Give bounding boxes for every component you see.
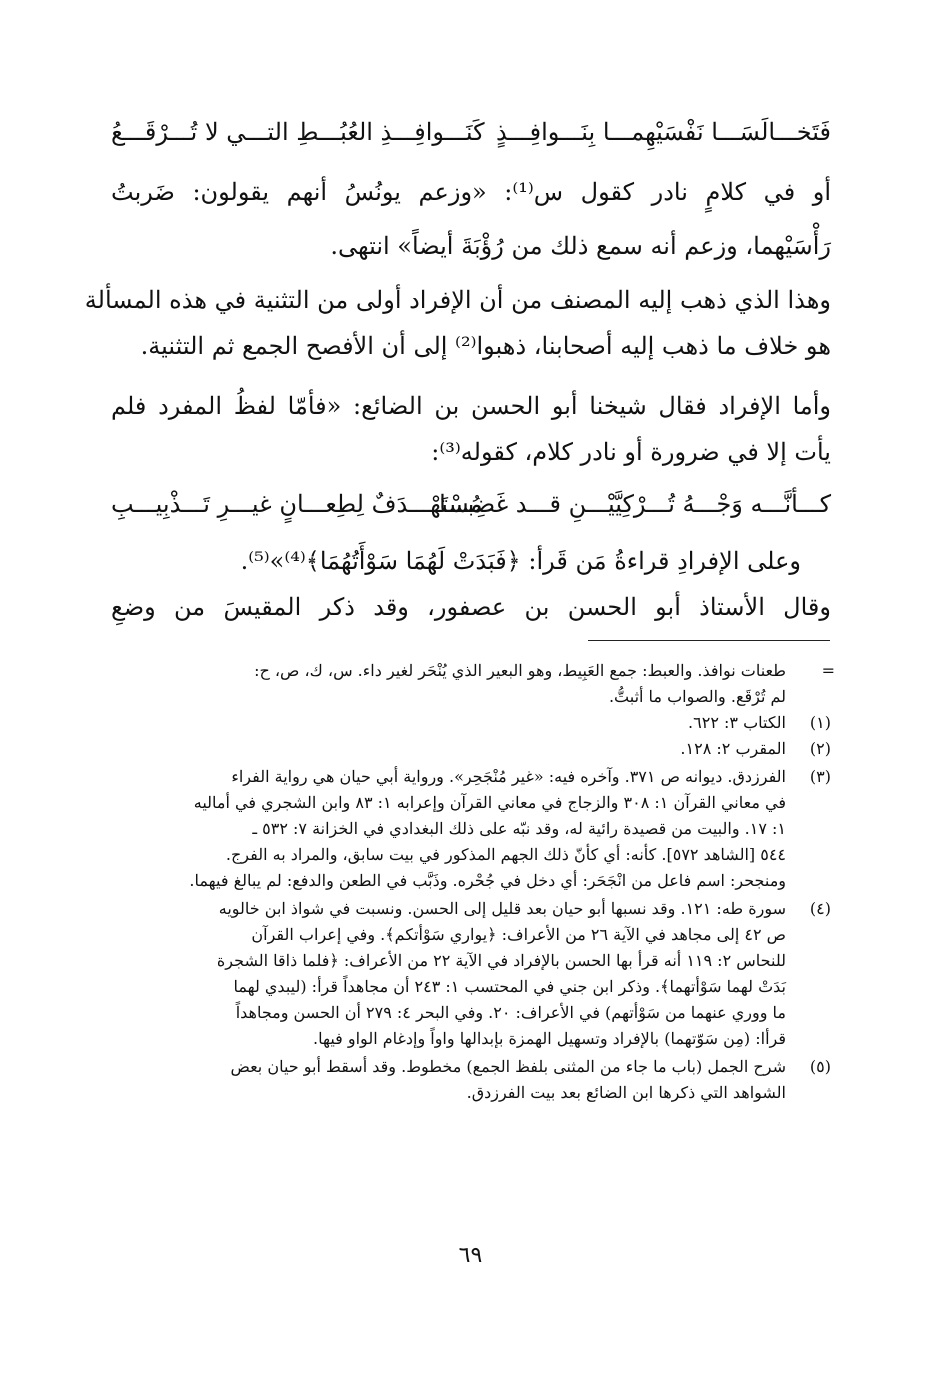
paragraph-5: وقال الأستاذ أبو الحسن بن عصفور، وقد ذكر المقيسَ من وضعِ <box>111 593 831 621</box>
verse-1-second-hemistich: كَنَـــوافِـــذِ العُبُـــطِ التـــي لا تُـــرْقَـــعُ <box>111 118 485 146</box>
footnote-3-line-1: الفرزدق. ديوانه ص ٣٧١. وآخره فيه: «غير مُنْجَحِر». ورواية أبي حيان هي رواية الفراء <box>231 767 786 786</box>
verse-2 <box>111 484 831 524</box>
footnote-2-line-1: المقرب ٢: ١٢٨. <box>680 739 786 758</box>
paragraph-2-line-1: وهذا الذي ذهب إليه المصنف من أن الإفراد أولى من التثنية في هذه المسألة <box>84 286 831 314</box>
paragraph-4: وعلى الإفرادِ قراءةُ مَن قَرأ: ﴿فَبَدَتْ لَهُمَا سَوْأَتُهُمَا﴾⁽⁴⁾»⁽⁵⁾. <box>240 547 801 575</box>
footnote-1-line-1: الكتاب ٣: ٦٢٢. <box>688 713 786 732</box>
footnote-5-line-2: الشواهد التي ذكرها ابن الضائع بعد بيت الفرزدق. <box>466 1083 786 1102</box>
footnote-5-number: (٥) <box>809 1057 831 1076</box>
footnote-continuation-line-2: لم تُرْقَع. والصواب ما أثبتُّ. <box>608 687 786 706</box>
verse-1 <box>111 112 831 152</box>
footnote-3-line-3: ١: ١٧. والبيت من قصيدة رائية له، وقد نبّه على ذلك البغدادي في الخزانة ٧: ٥٣٢ ـ <box>252 819 786 838</box>
footnote-separator <box>588 640 830 641</box>
footnote-4-line-3: للنحاس ٢: ١١٩ أنه قرأ بها الحسن بالإفراد في الآية ٢٢ من الأعراف: ﴿فلما ذاقا الشجرة <box>216 951 786 970</box>
footnote-4-line-1: سورة طه: ١٢١. وقد نسبها أبو حيان بعد قليل إلى الحسن. ونسبت في شواذ ابن خالويه <box>218 899 786 918</box>
footnote-3-line-5: ومنجحر: اسم فاعل من انْجَحَر: أي دخل في جُحْره. وذَبَّب في الطعن والدفع: لم يبالغ فيهما. <box>189 871 786 890</box>
footnote-1-number: (١) <box>809 713 831 732</box>
footnote-4-line-2: ص ٤٢ إلى مجاهد في الآية ٢٦ من الأعراف: ﴿يواري سَوْأتكم﴾. وفي إعراب القرآن <box>251 925 786 944</box>
verse-1-first-hemistich: فَتَخـــالَسَـــا نَفْسَيْهِمـــا بِنَـــوافِـــذٍ <box>495 118 831 146</box>
footnote-3-line-4: ٥٤٤ [الشاهد ٥٧٢]. كأنه: أي كأنّ ذلك الجهم المذكور في بيت سابق، والمراد به الفرج. <box>225 845 786 864</box>
paragraph-1-line-2: رَأْسَيْهما، وزعم أنه سمع ذلك من رُؤْبَةَ أيضاً» انتهى. <box>330 232 831 260</box>
footnote-4-line-4: بَدَتْ لهما سَوْأتهما﴾. وذكر ابن جني في المحتسب ١: ٢٤٣ أن مجاهداً قرأ: (ليبدي لهما <box>233 977 786 996</box>
page-number: ٦٩ <box>458 1243 483 1268</box>
footnote-3-line-2: في معاني القرآن ١: ٣٠٨ والزجاج في معاني القرآن وإعرابه ١: ٨٣ وابن الشجري في أماليه <box>193 793 786 812</box>
paragraph-3-line-2: يأت إلا في ضرورة أو نادر كلام، كقوله⁽³⁾: <box>431 438 831 466</box>
paragraph-3-line-1: وأما الإفراد فقال شيخنا أبو الحسن بن الضائع: «فأمّا لفظُ المفرد فلم <box>111 392 831 420</box>
paragraph-2-line-2: هو خلاف ما ذهب إليه أصحابنا، ذهبوا⁽²⁾ إلى أن الأفصح الجمع ثم التثنية. <box>140 332 831 360</box>
footnote-continuation-line-1: طعنات نوافذ. والعبط: جمع العَبِيط، وهو البعير الذي يُنْحَر لغير داء. س، ك، ص، ح: <box>254 661 786 680</box>
verse-2-second-hemistich: مُسْتَهْـــدَفٌ لِطِعـــانٍ غيـــرِ تَـــذْبِيـــبِ <box>111 490 483 518</box>
footnote-continuation-marker: = <box>821 661 835 680</box>
footnote-4-line-5: ما ووري عنهما من سَوْأتهم) في الأعراف: ٢٠. وفي البحر ٤: ٢٧٩ أن الحسن ومجاهداً <box>235 1003 786 1022</box>
footnote-2-number: (٢) <box>809 739 831 758</box>
footnote-4-number: (٤) <box>809 899 831 918</box>
footnote-4-line-6: قرأا: (مِن سَوّتهما) بالإفراد وتسهيل الهمزة بإبدالها واواً وإدغام الواو فيها. <box>312 1029 786 1048</box>
verse-2-first-hemistich: كـــأنَّـــه وَجْـــهُ تُـــرْكِيَّيْـــنِ قـــد غَضِبـــا <box>439 490 831 518</box>
footnote-5-line-1: شرح الجمل (باب ما جاء من المثنى بلفظ الجمع) مخطوط. وقد أسقط أبو حيان بعض <box>230 1057 786 1076</box>
paragraph-1-line-1: أو في كلامٍ نادر كقول س⁽¹⁾: «وزعم يونُسُ أنهم يقولون: ضَربتُ <box>111 178 831 206</box>
footnote-3-number: (٣) <box>809 767 831 786</box>
